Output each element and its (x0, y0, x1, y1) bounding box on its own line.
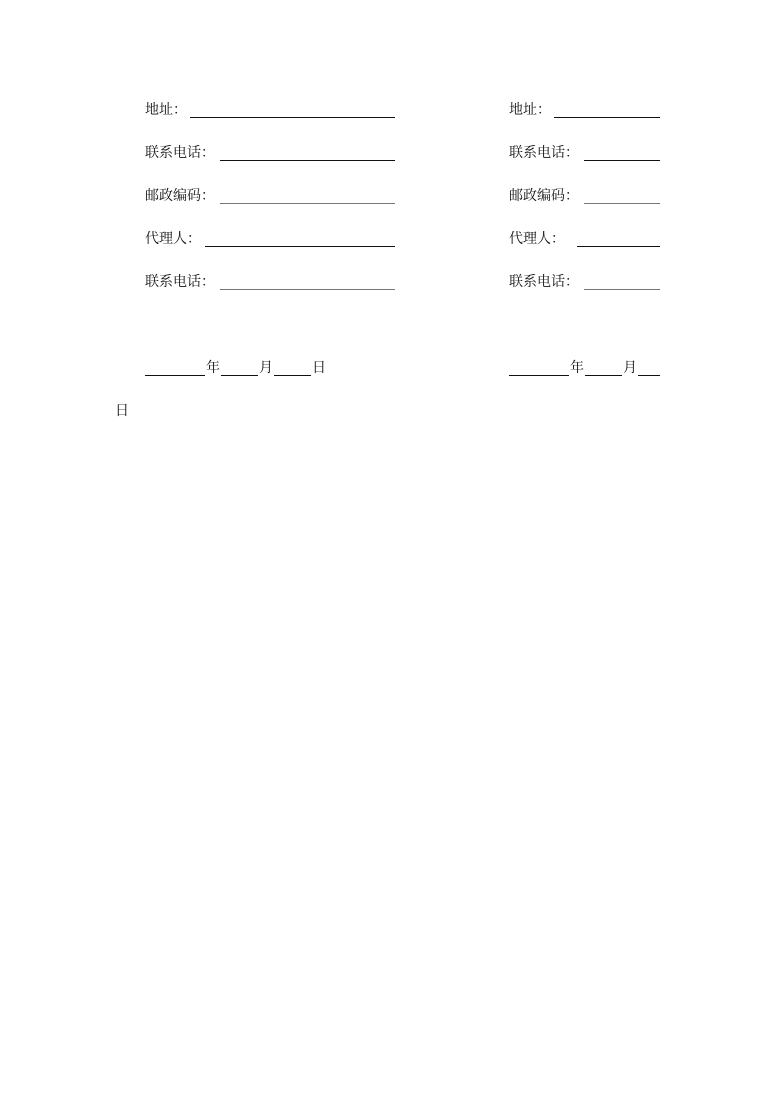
left-postcode-field[interactable] (220, 186, 395, 204)
wrapped-day-label: 日 (115, 403, 129, 419)
right-phone-label: 联系电话： (509, 145, 579, 161)
right-postcode-field[interactable] (584, 186, 660, 204)
right-year-field[interactable] (509, 358, 569, 376)
right-year-label: 年 (570, 360, 584, 376)
left-day-label: 日 (312, 360, 326, 376)
right-agent-phone-label: 联系电话： (509, 274, 579, 290)
left-agent-row (145, 229, 400, 249)
right-month-label: 月 (623, 360, 637, 376)
right-agent-phone-row (509, 272, 669, 292)
left-agent-phone-field[interactable] (220, 272, 395, 290)
left-address-row (145, 100, 400, 120)
right-phone-row (509, 143, 669, 163)
left-date-row (145, 358, 335, 378)
wrapped-day-row (115, 401, 155, 421)
left-month-field[interactable] (221, 358, 258, 376)
right-month-field[interactable] (585, 358, 622, 376)
right-postcode-label: 邮政编码： (509, 188, 579, 204)
left-month-label: 月 (259, 360, 273, 376)
left-phone-field[interactable] (220, 143, 395, 161)
right-day-field[interactable] (638, 358, 660, 376)
right-agent-field[interactable] (577, 229, 660, 247)
left-postcode-row (145, 186, 400, 206)
left-address-field[interactable] (190, 100, 395, 118)
left-agent-phone-label: 联系电话： (145, 274, 215, 290)
right-agent-phone-field[interactable] (584, 272, 660, 290)
right-address-field[interactable] (554, 100, 660, 118)
left-postcode-label: 邮政编码： (145, 188, 215, 204)
left-phone-label: 联系电话： (145, 145, 215, 161)
right-agent-row (509, 229, 669, 249)
left-agent-field[interactable] (205, 229, 395, 247)
right-address-label: 地址： (509, 102, 551, 118)
left-year-field[interactable] (145, 358, 205, 376)
left-agent-phone-row (145, 272, 400, 292)
right-agent-label: 代理人： (509, 231, 565, 247)
left-phone-row (145, 143, 400, 163)
left-day-field[interactable] (274, 358, 311, 376)
left-agent-label: 代理人： (145, 231, 201, 247)
right-postcode-row (509, 186, 669, 206)
left-address-label: 地址： (145, 102, 187, 118)
left-year-label: 年 (206, 360, 220, 376)
right-date-row (509, 358, 669, 378)
right-phone-field[interactable] (584, 143, 660, 161)
right-address-row (509, 100, 669, 120)
